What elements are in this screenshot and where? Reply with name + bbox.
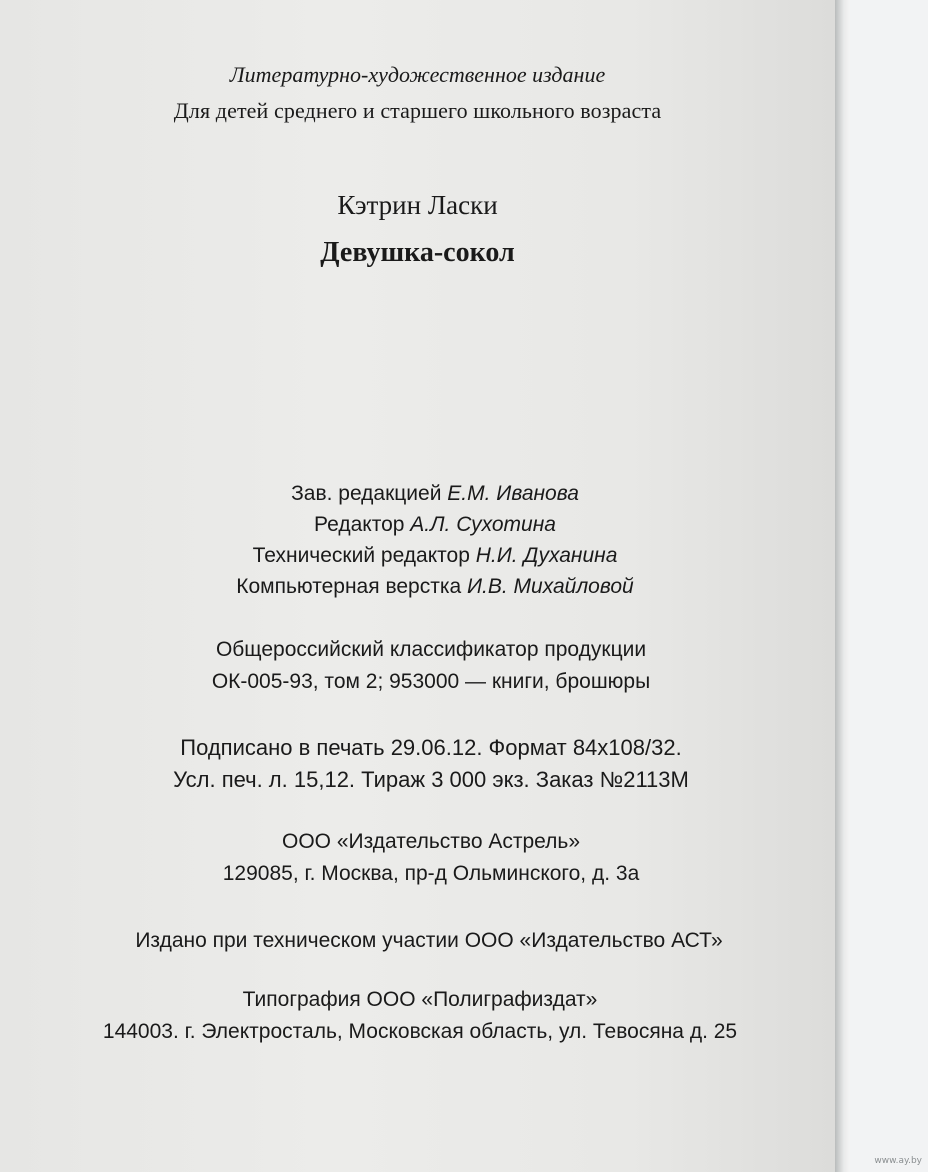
staff-line-technical-editor — [0, 544, 870, 568]
edition-type: Литературно-художественное издание — [229, 62, 606, 87]
staff-line-editor — [0, 513, 870, 537]
staff-role: Редактор — [314, 513, 405, 536]
staff-role: Зав. редакцией — [291, 482, 442, 505]
book-author: Кэтрин Ласки — [337, 190, 498, 220]
staff-role: Компьютерная верстка — [236, 575, 462, 598]
underlying-page — [850, 0, 928, 1172]
publisher-address: 129085, г. Москва, пр-д Ольминского, д. 3а — [222, 862, 640, 885]
printing-house-address: 144003. г. Электросталь, Московская область, ул. Тевосяна д. 25 — [102, 1020, 738, 1043]
staff-name: А.Л. Сухотина — [410, 513, 556, 536]
classifier-code: ОК-005-93, том 2; 953000 — книги, брошюры — [211, 670, 651, 693]
staff-line-layout — [0, 575, 870, 599]
staff-role: Технический редактор — [252, 544, 470, 567]
staff-name: Е.М. Иванова — [447, 482, 579, 505]
staff-name: И.В. Михайловой — [467, 575, 634, 598]
printing-house-name: Типография ООО «Полиграфиздат» — [242, 988, 598, 1011]
print-info-signed: Подписано в печать 29.06.12. Формат 84x108/32. — [180, 735, 682, 760]
page-edge — [835, 0, 850, 1172]
staff-name: Н.И. Духанина — [475, 544, 618, 567]
staff-line-managing-editor — [0, 482, 870, 506]
classifier-title: Общероссийский классификатор продукции — [215, 638, 647, 661]
book-title: Девушка-сокол — [320, 237, 515, 268]
watermark: www.ay.by — [874, 1156, 922, 1166]
publisher-name: ООО «Издательство Астрель» — [281, 830, 581, 853]
print-info-run: Усл. печ. л. 15,12. Тираж 3 000 экз. Заказ №2113М — [173, 767, 689, 792]
technical-participation: Издано при техническом участии ООО «Издательство АСТ» — [135, 929, 723, 952]
audience-line: Для детей среднего и старшего школьного возраста — [173, 98, 662, 123]
